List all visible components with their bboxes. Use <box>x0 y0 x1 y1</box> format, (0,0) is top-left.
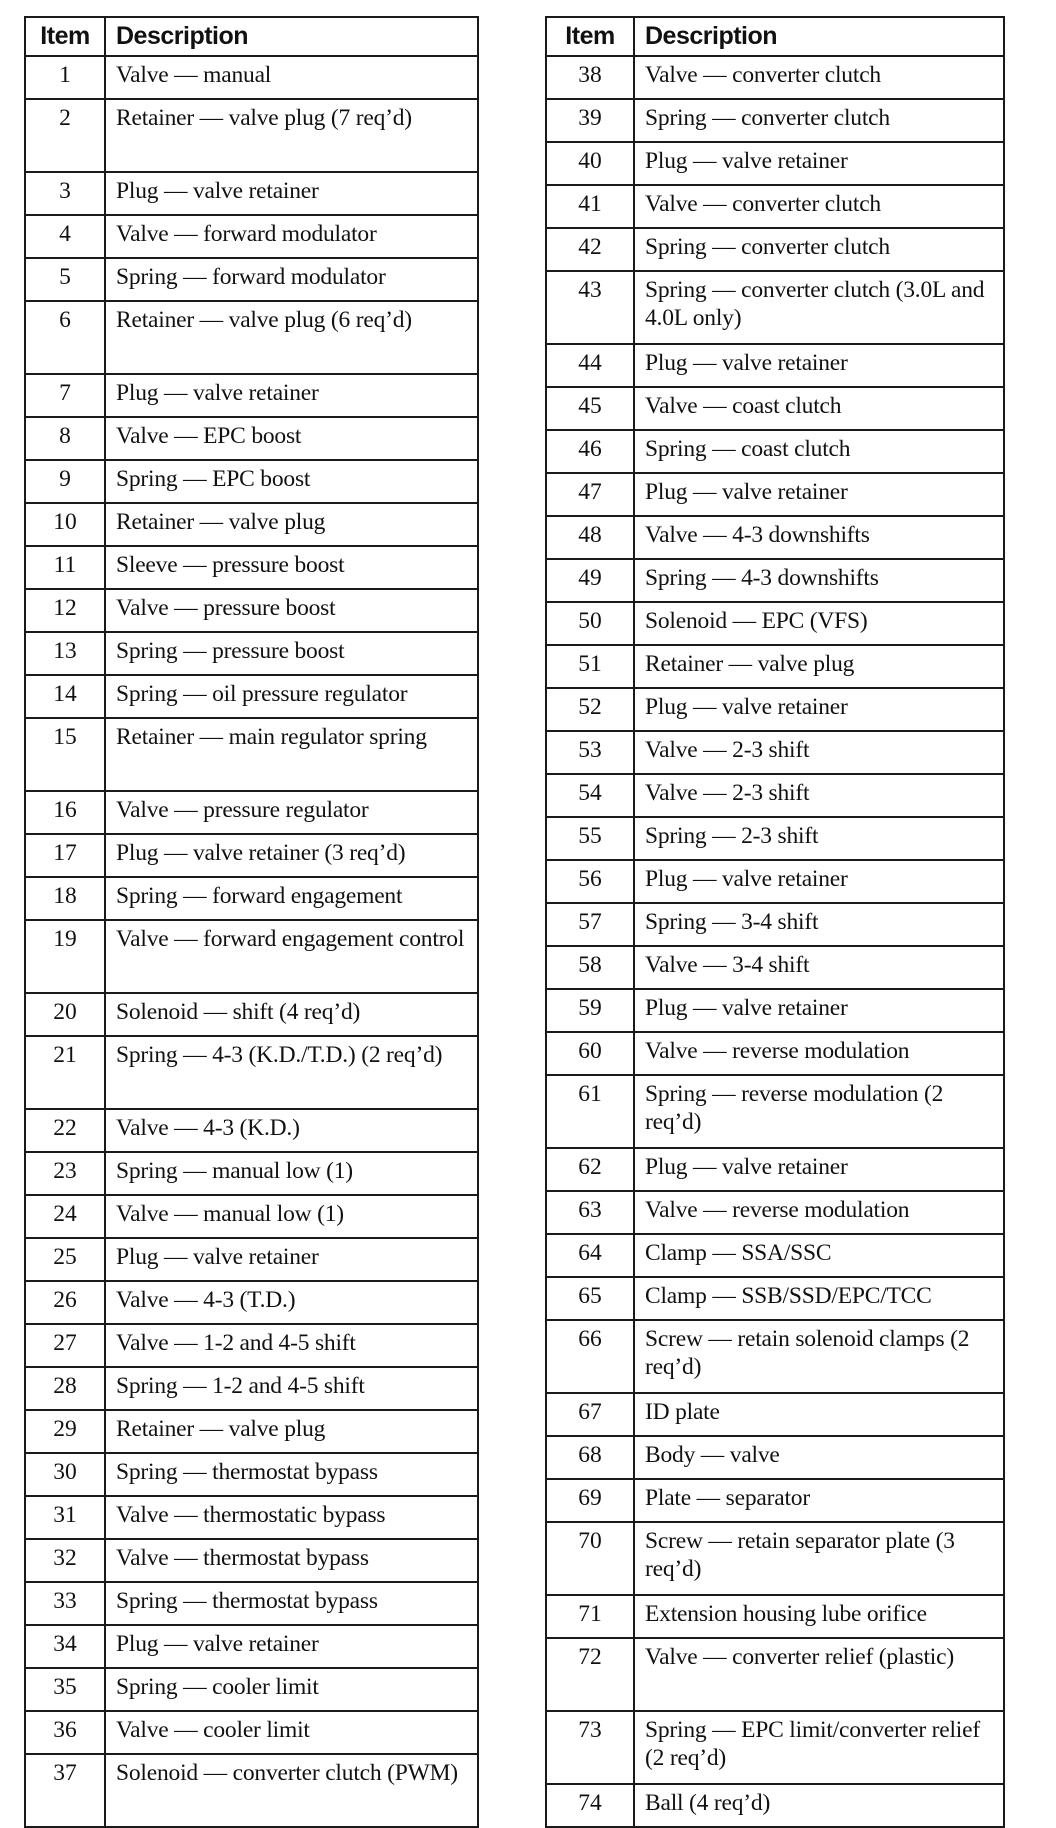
table-row <box>25 632 478 675</box>
item-description-cell: Spring — 3-4 shift <box>634 903 1004 946</box>
item-description-cell: Spring — coast clutch <box>634 430 1004 473</box>
table-row <box>546 989 1004 1032</box>
item-number-cell: 70 <box>546 1522 634 1595</box>
table-row <box>25 675 478 718</box>
table-row <box>546 1436 1004 1479</box>
item-number-cell: 41 <box>546 185 634 228</box>
table-row <box>546 1393 1004 1436</box>
item-number-cell: 52 <box>546 688 634 731</box>
item-description-cell: Valve — pressure regulator <box>105 791 478 834</box>
table-row <box>25 1109 478 1152</box>
table-row <box>546 817 1004 860</box>
item-number-cell: 28 <box>25 1367 105 1410</box>
item-number-cell: 7 <box>25 374 105 417</box>
item-description-cell: Spring — oil pressure regulator <box>105 675 478 718</box>
item-description-cell: Spring — 1-2 and 4-5 shift <box>105 1367 478 1410</box>
item-description-cell: Plate — separator <box>634 1479 1004 1522</box>
table-row <box>25 215 478 258</box>
table-row <box>25 1453 478 1496</box>
item-description-cell: Retainer — valve plug <box>634 645 1004 688</box>
table-row <box>546 344 1004 387</box>
item-description-cell: Plug — valve retainer <box>105 374 478 417</box>
item-number-cell: 36 <box>25 1711 105 1754</box>
item-description-cell: Valve — converter clutch <box>634 56 1004 99</box>
item-number-cell: 11 <box>25 546 105 589</box>
item-description-cell: Valve — 4-3 (K.D.) <box>105 1109 478 1152</box>
item-description-cell: Solenoid — converter clutch (PWM) <box>105 1754 478 1827</box>
table-row <box>546 56 1004 99</box>
item-number-cell: 26 <box>25 1281 105 1324</box>
item-description-cell: Retainer — valve plug (6 req’d) <box>105 301 478 374</box>
item-description-cell: Valve — thermostat bypass <box>105 1539 478 1582</box>
table-row <box>25 460 478 503</box>
item-description-cell: Plug — valve retainer <box>634 1148 1004 1191</box>
table-row <box>25 546 478 589</box>
item-description-cell: Plug — valve retainer <box>105 1238 478 1281</box>
item-number-cell: 48 <box>546 516 634 559</box>
table-row <box>25 589 478 632</box>
item-description-cell: Valve — 2-3 shift <box>634 731 1004 774</box>
item-description-cell: Retainer — valve plug <box>105 503 478 546</box>
item-description-cell: Screw — retain solenoid clamps (2 req’d) <box>634 1320 1004 1393</box>
table-row <box>25 1324 478 1367</box>
item-number-cell: 53 <box>546 731 634 774</box>
table-row <box>546 1148 1004 1191</box>
item-number-cell: 14 <box>25 675 105 718</box>
item-description-cell: Spring — forward modulator <box>105 258 478 301</box>
item-description-cell: Solenoid — EPC (VFS) <box>634 602 1004 645</box>
table-row <box>25 503 478 546</box>
item-number-cell: 40 <box>546 142 634 185</box>
table-row <box>546 602 1004 645</box>
item-description-cell: Clamp — SSA/SSC <box>634 1234 1004 1277</box>
item-description-cell: Clamp — SSB/SSD/EPC/TCC <box>634 1277 1004 1320</box>
table-row <box>546 516 1004 559</box>
table-row <box>25 1754 478 1827</box>
table-row <box>25 258 478 301</box>
item-description-cell: Valve — converter clutch <box>634 185 1004 228</box>
item-number-cell: 58 <box>546 946 634 989</box>
table-row <box>25 1036 478 1109</box>
item-number-cell: 1 <box>25 56 105 99</box>
table-row <box>546 142 1004 185</box>
item-description-cell: Plug — valve retainer <box>105 172 478 215</box>
table-row <box>25 301 478 374</box>
item-number-cell: 39 <box>546 99 634 142</box>
item-number-cell: 68 <box>546 1436 634 1479</box>
item-number-cell: 71 <box>546 1595 634 1638</box>
item-description-cell: Retainer — main regulator spring <box>105 718 478 791</box>
item-number-cell: 64 <box>546 1234 634 1277</box>
table-row <box>25 920 478 993</box>
item-number-cell: 4 <box>25 215 105 258</box>
table-row <box>25 1367 478 1410</box>
table-row <box>546 1522 1004 1595</box>
item-number-cell: 10 <box>25 503 105 546</box>
item-description-cell: Valve — coast clutch <box>634 387 1004 430</box>
item-number-cell: 57 <box>546 903 634 946</box>
item-number-cell: 20 <box>25 993 105 1036</box>
item-number-cell: 30 <box>25 1453 105 1496</box>
item-description-cell: Valve — 2-3 shift <box>634 774 1004 817</box>
item-number-cell: 9 <box>25 460 105 503</box>
description-column-header: Description <box>105 17 478 56</box>
table-row <box>546 1595 1004 1638</box>
table-row <box>546 1032 1004 1075</box>
item-number-cell: 2 <box>25 99 105 172</box>
item-number-cell: 54 <box>546 774 634 817</box>
item-number-cell: 17 <box>25 834 105 877</box>
item-number-cell: 69 <box>546 1479 634 1522</box>
table-row <box>546 1075 1004 1148</box>
item-number-cell: 32 <box>25 1539 105 1582</box>
item-number-cell: 23 <box>25 1152 105 1195</box>
item-description-cell: Spring — pressure boost <box>105 632 478 675</box>
item-description-cell: Valve — cooler limit <box>105 1711 478 1754</box>
item-description-cell: Extension housing lube orifice <box>634 1595 1004 1638</box>
table-row <box>546 99 1004 142</box>
item-description-cell: Spring — converter clutch <box>634 99 1004 142</box>
item-description-cell: Valve — 4-3 (T.D.) <box>105 1281 478 1324</box>
table-row <box>25 1410 478 1453</box>
item-number-cell: 65 <box>546 1277 634 1320</box>
item-description-cell: Spring — converter clutch (3.0L and 4.0L only) <box>634 271 1004 344</box>
table-row <box>25 1539 478 1582</box>
item-description-cell: Valve — manual low (1) <box>105 1195 478 1238</box>
item-number-cell: 51 <box>546 645 634 688</box>
item-number-cell: 49 <box>546 559 634 602</box>
item-number-cell: 45 <box>546 387 634 430</box>
table-row <box>25 374 478 417</box>
item-description-cell: Spring — forward engagement <box>105 877 478 920</box>
item-number-cell: 21 <box>25 1036 105 1109</box>
table-row <box>546 688 1004 731</box>
item-description-cell: Ball (4 req’d) <box>634 1784 1004 1827</box>
item-description-cell: Screw — retain separator plate (3 req’d) <box>634 1522 1004 1595</box>
table-row <box>25 1711 478 1754</box>
table-row <box>25 1152 478 1195</box>
item-description-cell: Spring — cooler limit <box>105 1668 478 1711</box>
item-number-cell: 55 <box>546 817 634 860</box>
item-number-cell: 13 <box>25 632 105 675</box>
item-description-cell: Spring — manual low (1) <box>105 1152 478 1195</box>
table-row <box>546 473 1004 516</box>
parts-table-left-body <box>25 56 478 1827</box>
item-description-cell: Plug — valve retainer <box>634 142 1004 185</box>
item-number-cell: 12 <box>25 589 105 632</box>
item-description-cell: Retainer — valve plug <box>105 1410 478 1453</box>
item-number-cell: 33 <box>25 1582 105 1625</box>
table-row <box>546 860 1004 903</box>
table-row <box>25 993 478 1036</box>
table-row <box>25 1625 478 1668</box>
item-number-cell: 67 <box>546 1393 634 1436</box>
table-row <box>25 99 478 172</box>
item-number-cell: 61 <box>546 1075 634 1148</box>
table-row <box>25 1281 478 1324</box>
item-description-cell: Body — valve <box>634 1436 1004 1479</box>
item-number-cell: 62 <box>546 1148 634 1191</box>
table-row <box>546 903 1004 946</box>
table-row <box>546 559 1004 602</box>
item-number-cell: 46 <box>546 430 634 473</box>
item-number-cell: 59 <box>546 989 634 1032</box>
table-header-row <box>546 17 1004 56</box>
item-description-cell: Plug — valve retainer (3 req’d) <box>105 834 478 877</box>
item-number-cell: 3 <box>25 172 105 215</box>
item-number-cell: 31 <box>25 1496 105 1539</box>
item-number-cell: 43 <box>546 271 634 344</box>
item-description-cell: Valve — manual <box>105 56 478 99</box>
item-number-cell: 19 <box>25 920 105 993</box>
parts-table-right-body <box>546 56 1004 1827</box>
item-number-cell: 34 <box>25 1625 105 1668</box>
table-row <box>546 271 1004 344</box>
item-description-cell: Spring — thermostat bypass <box>105 1582 478 1625</box>
item-description-cell: Spring — EPC boost <box>105 460 478 503</box>
item-description-cell: Sleeve — pressure boost <box>105 546 478 589</box>
table-row <box>25 56 478 99</box>
table-row <box>546 946 1004 989</box>
item-number-cell: 8 <box>25 417 105 460</box>
table-row <box>25 718 478 791</box>
table-row <box>546 228 1004 271</box>
table-row <box>25 172 478 215</box>
table-row <box>546 387 1004 430</box>
table-row <box>25 1238 478 1281</box>
item-description-cell: Valve — forward engagement control <box>105 920 478 993</box>
item-description-cell: Valve — 4-3 downshifts <box>634 516 1004 559</box>
item-description-cell: Plug — valve retainer <box>634 473 1004 516</box>
table-row <box>25 1496 478 1539</box>
description-column-header: Description <box>634 17 1004 56</box>
table-row <box>546 1191 1004 1234</box>
item-number-cell: 16 <box>25 791 105 834</box>
table-row <box>546 430 1004 473</box>
item-description-cell: Valve — 3-4 shift <box>634 946 1004 989</box>
item-description-cell: Spring — reverse modulation (2 req’d) <box>634 1075 1004 1148</box>
item-number-cell: 24 <box>25 1195 105 1238</box>
item-number-cell: 29 <box>25 1410 105 1453</box>
table-row <box>546 1479 1004 1522</box>
table-row <box>546 1784 1004 1827</box>
table-row <box>25 791 478 834</box>
item-number-cell: 37 <box>25 1754 105 1827</box>
item-number-cell: 50 <box>546 602 634 645</box>
table-row <box>546 1711 1004 1784</box>
table-row <box>25 1582 478 1625</box>
item-description-cell: Solenoid — shift (4 req’d) <box>105 993 478 1036</box>
item-number-cell: 47 <box>546 473 634 516</box>
item-description-cell: Spring — thermostat bypass <box>105 1453 478 1496</box>
item-description-cell: Valve — reverse modulation <box>634 1032 1004 1075</box>
item-description-cell: Plug — valve retainer <box>634 860 1004 903</box>
item-number-cell: 60 <box>546 1032 634 1075</box>
table-row <box>25 834 478 877</box>
table-row <box>546 1320 1004 1393</box>
item-number-cell: 38 <box>546 56 634 99</box>
table-row <box>546 774 1004 817</box>
item-column-header: Item <box>546 17 634 56</box>
item-number-cell: 63 <box>546 1191 634 1234</box>
table-row <box>25 877 478 920</box>
table-row <box>25 1195 478 1238</box>
item-number-cell: 73 <box>546 1711 634 1784</box>
item-number-cell: 66 <box>546 1320 634 1393</box>
item-number-cell: 72 <box>546 1638 634 1711</box>
item-description-cell: Spring — converter clutch <box>634 228 1004 271</box>
table-row <box>546 731 1004 774</box>
item-description-cell: Plug — valve retainer <box>634 688 1004 731</box>
item-number-cell: 44 <box>546 344 634 387</box>
item-description-cell: Valve — converter relief (plastic) <box>634 1638 1004 1711</box>
item-description-cell: Valve — pressure boost <box>105 589 478 632</box>
item-number-cell: 15 <box>25 718 105 791</box>
item-description-cell: Spring — 2-3 shift <box>634 817 1004 860</box>
item-description-cell: Valve — forward modulator <box>105 215 478 258</box>
item-description-cell: Spring — 4-3 downshifts <box>634 559 1004 602</box>
item-description-cell: Valve — 1-2 and 4-5 shift <box>105 1324 478 1367</box>
item-description-cell: ID plate <box>634 1393 1004 1436</box>
table-row <box>25 1668 478 1711</box>
table-row <box>546 1638 1004 1711</box>
item-number-cell: 6 <box>25 301 105 374</box>
table-row <box>546 1234 1004 1277</box>
item-number-cell: 27 <box>25 1324 105 1367</box>
item-description-cell: Retainer — valve plug (7 req’d) <box>105 99 478 172</box>
item-description-cell: Valve — reverse modulation <box>634 1191 1004 1234</box>
item-number-cell: 22 <box>25 1109 105 1152</box>
item-number-cell: 25 <box>25 1238 105 1281</box>
item-description-cell: Valve — EPC boost <box>105 417 478 460</box>
item-description-cell: Plug — valve retainer <box>634 344 1004 387</box>
item-number-cell: 35 <box>25 1668 105 1711</box>
item-column-header: Item <box>25 17 105 56</box>
table-row <box>546 645 1004 688</box>
item-description-cell: Spring — 4-3 (K.D./T.D.) (2 req’d) <box>105 1036 478 1109</box>
item-description-cell: Spring — EPC limit/converter relief (2 req’d) <box>634 1711 1004 1784</box>
item-description-cell: Plug — valve retainer <box>105 1625 478 1668</box>
item-number-cell: 74 <box>546 1784 634 1827</box>
item-number-cell: 5 <box>25 258 105 301</box>
parts-table-right <box>545 16 1005 1828</box>
table-header-row <box>25 17 478 56</box>
item-description-cell: Valve — thermostatic bypass <box>105 1496 478 1539</box>
item-number-cell: 42 <box>546 228 634 271</box>
parts-table-left <box>24 16 479 1828</box>
item-number-cell: 56 <box>546 860 634 903</box>
item-number-cell: 18 <box>25 877 105 920</box>
item-description-cell: Plug — valve retainer <box>634 989 1004 1032</box>
table-row <box>546 185 1004 228</box>
table-row <box>546 1277 1004 1320</box>
table-row <box>25 417 478 460</box>
